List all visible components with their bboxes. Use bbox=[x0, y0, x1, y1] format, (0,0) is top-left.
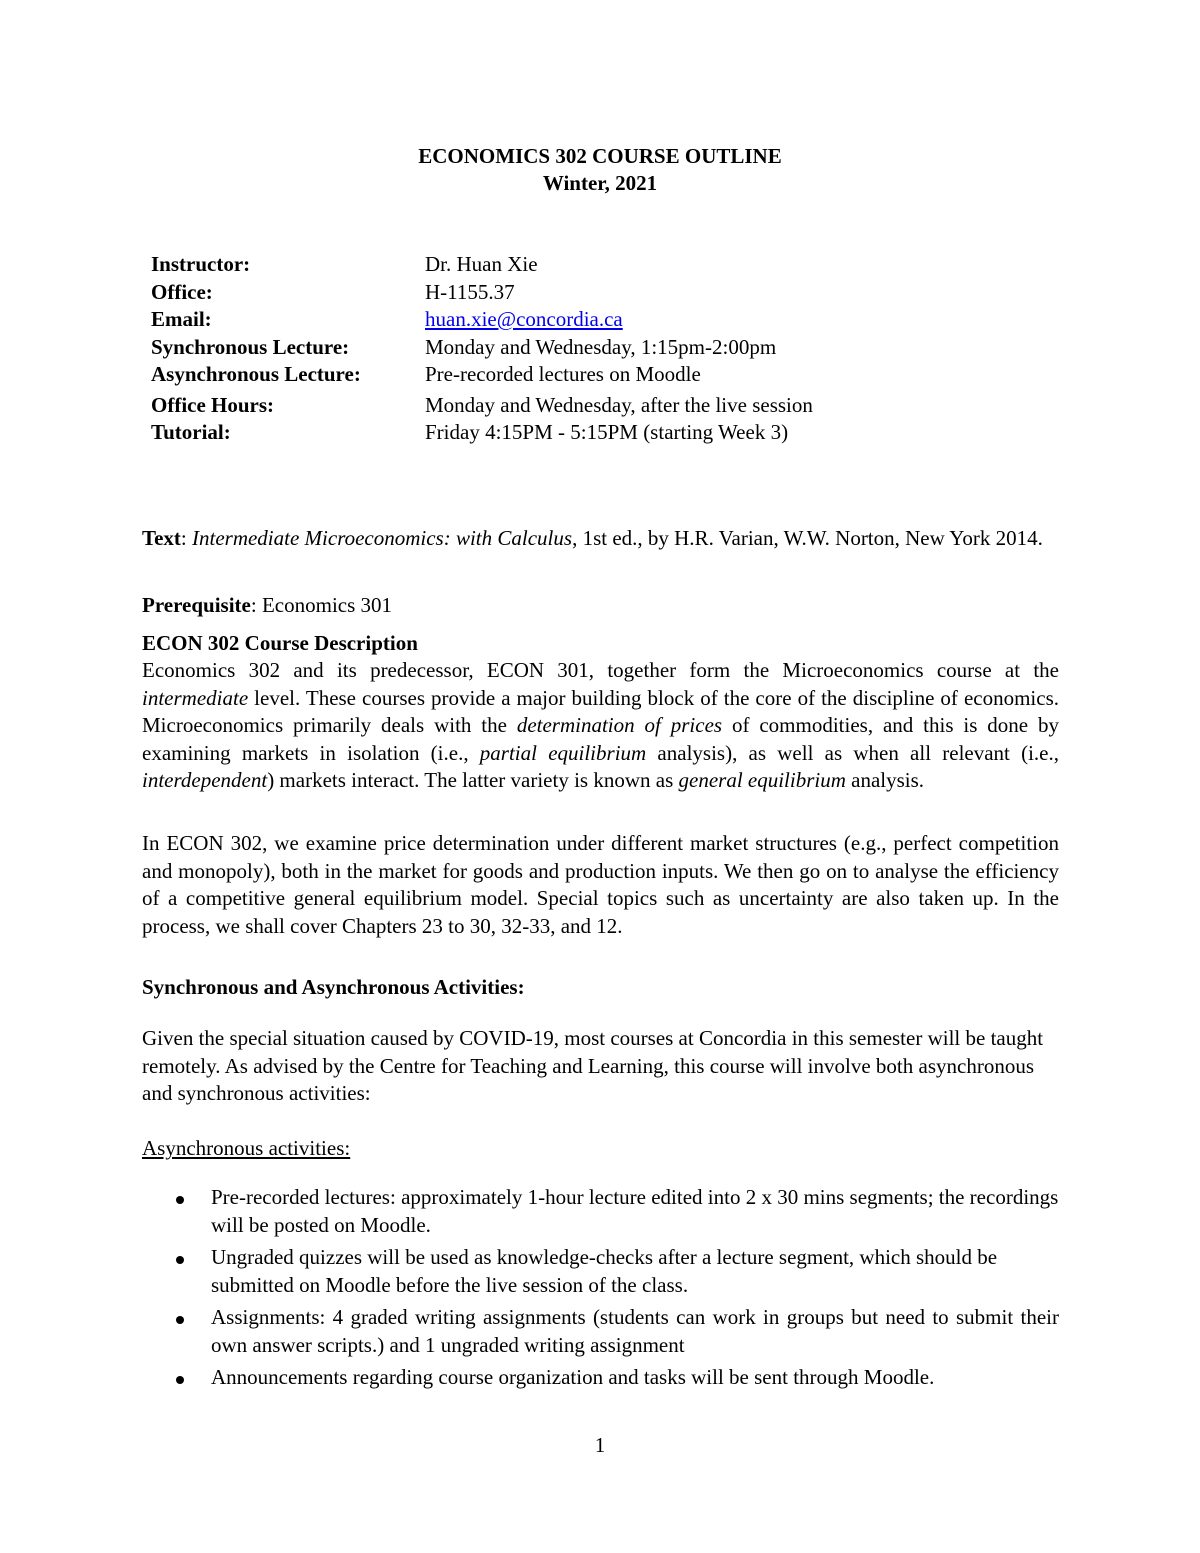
prerequisite-value: : Economics 301 bbox=[250, 593, 393, 617]
textbook-colon: : bbox=[180, 526, 192, 550]
info-label: Email: bbox=[151, 307, 212, 331]
description-paragraph-2: In ECON 302, we examine price determination under different market structures (e.g., perfect competition and monopoly), both in the market for goods and production inputs. We then go on to analyse the efficiency of a competitive general equilibrium model. Special topics such as uncertainty are also taken up. In the process, we shall cover Chapters 23 to 30, 32-33, and 12. bbox=[142, 831, 1059, 938]
prerequisite-paragraph bbox=[142, 592, 1059, 620]
textbook-paragraph bbox=[142, 525, 1059, 553]
list-item bbox=[142, 1184, 1059, 1239]
emphasized-term: general equilibrium bbox=[678, 768, 846, 792]
list-item bbox=[142, 1304, 1059, 1359]
info-label: Tutorial: bbox=[151, 420, 231, 444]
emphasized-term: interdependent bbox=[142, 768, 268, 792]
info-label: Office Hours: bbox=[151, 392, 275, 417]
info-value: Dr. Huan Xie bbox=[425, 252, 538, 276]
paragraph-text: of commodities, and this is done by examining markets in isolation (i.e., bbox=[142, 713, 1059, 765]
list-item-text: Pre-recorded lectures: approximately 1-hour lecture edited into 2 x 30 mins segments; the recordings will be posted on Moodle. bbox=[211, 1185, 1059, 1237]
paragraph-text: analysis), as well as when all relevant (i.e., bbox=[646, 740, 1060, 765]
description-heading: ECON 302 Course Description bbox=[142, 631, 418, 655]
info-label: Synchronous Lecture: bbox=[151, 334, 350, 359]
list-item-text: Announcements regarding course organization and tasks will be sent through Moodle. bbox=[211, 1365, 935, 1389]
info-value: Monday and Wednesday, after the live session bbox=[425, 392, 813, 417]
list-item bbox=[142, 1364, 1059, 1392]
info-value: Pre-recorded lectures on Moodle bbox=[425, 362, 701, 386]
email-link[interactable]: huan.xie@concordia.ca bbox=[425, 307, 623, 331]
description-paragraph-1 bbox=[142, 657, 1059, 795]
course-title: ECONOMICS 302 COURSE OUTLINE bbox=[418, 144, 782, 168]
info-label: Instructor: bbox=[151, 252, 251, 276]
info-value: H-1155.37 bbox=[425, 279, 515, 304]
textbook-title: Intermediate Microeconomics: with Calculus bbox=[192, 526, 573, 550]
async-activities-heading: Asynchronous activities: bbox=[142, 1136, 351, 1160]
paragraph-text: analysis. bbox=[845, 768, 925, 792]
textbook-label: Text bbox=[142, 526, 181, 550]
prerequisite-label: Prerequisite bbox=[142, 593, 251, 617]
emphasized-term: determination of prices bbox=[516, 713, 723, 737]
info-label: Asynchronous Lecture: bbox=[151, 362, 361, 386]
paragraph-text: level. These courses provide a major building block of the core of the discipline of economics. Microeconomics primarily deals with the bbox=[142, 685, 1059, 737]
textbook-details: , 1st ed., by H.R. Varian, W.W. Norton, New York 2014. bbox=[572, 526, 1043, 550]
emphasized-term: partial equilibrium bbox=[479, 740, 647, 765]
bullet-icon bbox=[176, 1376, 184, 1384]
info-value: Friday 4:15PM - 5:15PM (starting Week 3) bbox=[425, 420, 789, 444]
bullet-icon bbox=[176, 1316, 184, 1324]
activities-heading: Synchronous and Asynchronous Activities: bbox=[142, 975, 525, 999]
async-activities-list bbox=[142, 1184, 1059, 1397]
info-value: Monday and Wednesday, 1:15pm-2:00pm bbox=[425, 334, 777, 359]
list-item bbox=[142, 1244, 1059, 1299]
bullet-icon bbox=[176, 1256, 184, 1264]
info-label: Office: bbox=[151, 279, 213, 304]
activities-intro: Given the special situation caused by COVID-19, most courses at Concordia in this semester will be taught remotely. As advised by the Centre for Teaching and Learning, this course will involve both asynchronous and synchronous activities: bbox=[142, 1026, 1044, 1105]
paragraph-text: Economics 302 and its predecessor, ECON 301, together form the Microeconomics course at the bbox=[142, 658, 1059, 682]
page-number: 1 bbox=[594, 1433, 606, 1457]
bullet-icon bbox=[176, 1196, 184, 1204]
list-item-text: Ungraded quizzes will be used as knowledge-checks after a lecture segment, which should be submitted on Moodle before the live session of the class. bbox=[211, 1245, 998, 1297]
list-item-text: Assignments: 4 graded writing assignments (students can work in groups but need to submit their own answer scripts.) and 1 ungraded writing assignment bbox=[211, 1305, 1059, 1357]
emphasized-term: intermediate bbox=[142, 685, 249, 710]
course-term: Winter, 2021 bbox=[542, 171, 658, 195]
paragraph-text: ) markets interact. The latter variety is known as bbox=[267, 768, 679, 792]
